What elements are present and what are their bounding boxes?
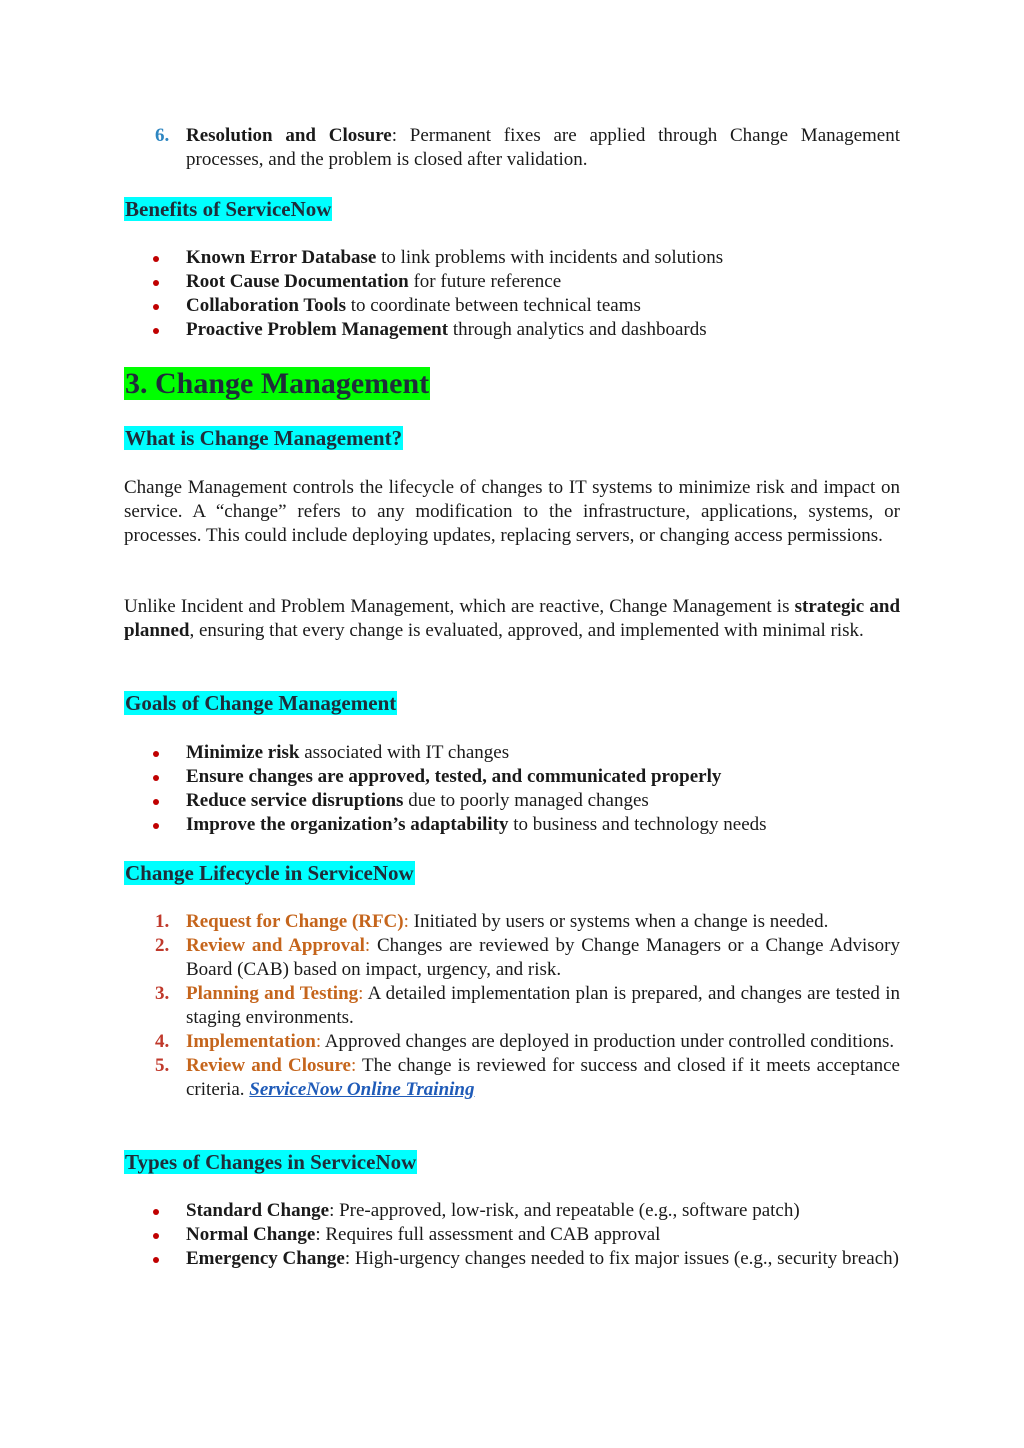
list-item: Normal Change: Requires full assessment and CAB approval	[124, 1223, 900, 1247]
list-item: Reduce service disruptions due to poorly managed changes	[124, 789, 900, 813]
bullet-icon	[153, 1233, 159, 1239]
reactive-paragraph: Unlike Incident and Problem Management, which are reactive, Change Management is strategic and planned, ensuring that every change is evaluated, approved, and implemented with minimal risk.	[124, 596, 901, 641]
bullet-icon	[153, 280, 159, 286]
list-item: Standard Change: Pre-approved, low-risk, and repeatable (e.g., software patch)	[124, 1199, 900, 1223]
list-item	[124, 270, 900, 294]
lifecycle-list	[124, 910, 900, 1102]
list-number: 6.	[155, 125, 170, 146]
goals-list	[124, 741, 900, 837]
bullet-icon	[153, 1209, 159, 1215]
section-title: 3. Change Management	[125, 367, 430, 400]
list-item: 4. Implementation: Approved changes are deployed in production under controlled conditions.	[155, 1031, 895, 1052]
list-text: to coordinate between technical teams	[345, 295, 641, 316]
list-item: Minimize risk associated with IT changes	[124, 741, 900, 765]
list-text: : Permanent fixes are applied through Change Management processes, and the problem is closed after validation.	[186, 125, 900, 170]
list-item	[124, 294, 900, 318]
list-bold: Root Cause Documentation	[186, 271, 409, 292]
list-item	[124, 246, 900, 270]
servicenow-training-link[interactable]: ServiceNow Online Training	[249, 1079, 475, 1100]
list-item: Improve the organization’s adaptability to business and technology needs	[124, 813, 900, 837]
benefits-heading: Benefits of ServiceNow	[125, 197, 332, 221]
goals-heading: Goals of Change Management	[125, 691, 397, 715]
lifecycle-heading: Change Lifecycle in ServiceNow	[125, 861, 414, 885]
list-item: 1. Request for Change (RFC): Initiated by users or systems when a change is needed.	[155, 911, 829, 932]
list-item: 5. Review and Closure: The change is reviewed for success and closed if it meets acceptance criteria. ServiceNow Online Training	[155, 1055, 900, 1100]
list-bold: Collaboration Tools	[186, 295, 346, 316]
list-text: through analytics and dashboards	[448, 319, 707, 340]
bullet-icon	[153, 799, 159, 805]
resolution-closure-item	[124, 124, 900, 172]
intro-paragraph: Change Management controls the lifecycle of changes to IT systems to minimize risk and impact on service. A “change” refers to any modification to the infrastructure, applications, systems, or processes. This could include deploying updates, replacing servers, or changing access permissions.	[124, 477, 900, 546]
what-is-heading: What is Change Management?	[125, 426, 403, 450]
list-item	[124, 318, 900, 342]
bullet-icon	[153, 1257, 159, 1263]
bullet-icon	[153, 823, 159, 829]
list-item: Emergency Change: High-urgency changes needed to fix major issues (e.g., security breach)	[124, 1247, 900, 1271]
list-item	[124, 124, 900, 172]
list-term: Resolution and Closure	[186, 125, 392, 146]
types-list	[124, 1199, 900, 1271]
bullet-icon	[153, 775, 159, 781]
bullet-icon	[153, 751, 159, 757]
bullet-icon	[153, 256, 159, 262]
list-text: to link problems with incidents and solutions	[376, 247, 724, 268]
list-item: 2. Review and Approval: Changes are reviewed by Change Managers or a Change Advisory Board (CAB) based on impact, urgency, and risk.	[155, 935, 900, 980]
types-heading: Types of Changes in ServiceNow	[125, 1150, 417, 1174]
list-item: 3. Planning and Testing: A detailed implementation plan is prepared, and changes are tested in staging environments.	[155, 983, 900, 1028]
benefits-list	[124, 246, 900, 342]
bullet-icon	[153, 328, 159, 334]
bullet-icon	[153, 304, 159, 310]
list-bold: Proactive Problem Management	[186, 319, 449, 340]
list-bold: Known Error Database	[186, 247, 377, 268]
list-item: Ensure changes are approved, tested, and communicated properly	[124, 765, 900, 789]
list-text: for future reference	[408, 271, 562, 292]
